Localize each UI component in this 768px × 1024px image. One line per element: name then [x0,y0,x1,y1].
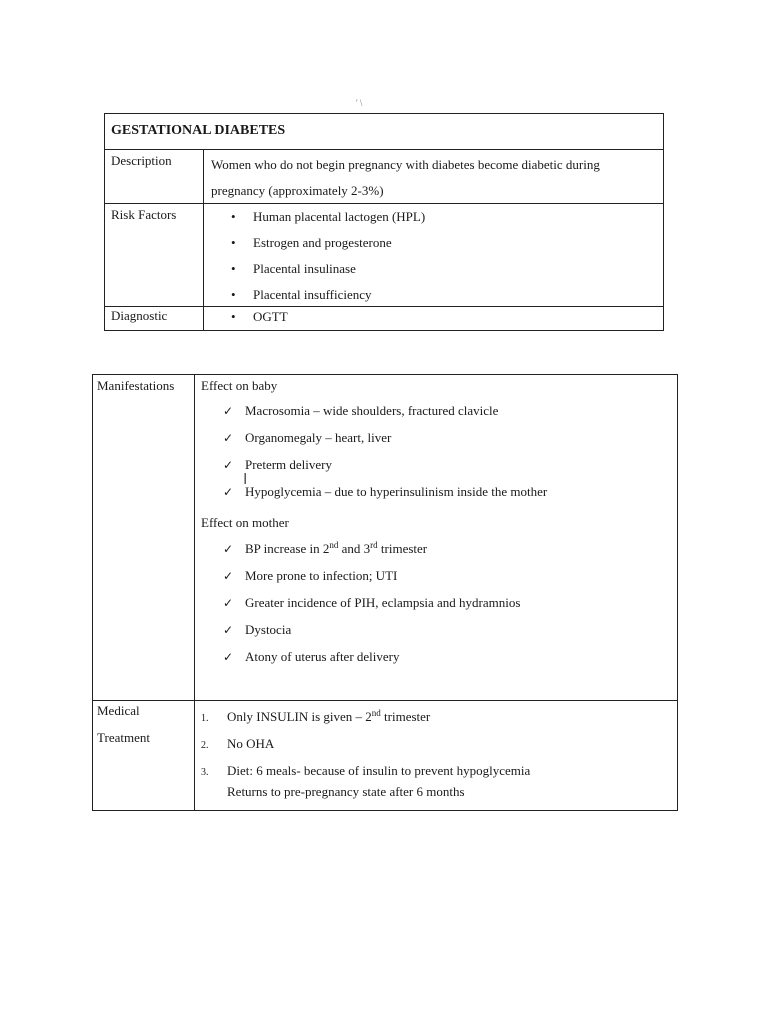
checkmark-icon: ✓ [223,650,234,664]
manifestations-treatment-table [92,374,678,811]
list-item: ✓ Atony of uterus after delivery [223,643,520,670]
checkmark-icon: ✓ [223,431,234,445]
checkmark-icon: ✓ [223,623,234,637]
bullet-icon: • [231,209,236,224]
risk-factors-list [211,204,425,308]
list-item: 2. No OHA [201,736,275,751]
table-title: GESTATIONAL DIABETES [111,123,286,138]
diagnostic-list [211,304,288,330]
stray-mark: ' \ [356,98,363,108]
checkmark-icon: ✓ [223,569,234,583]
medical-label: Medical [97,703,140,718]
baby-effects-heading: Effect on baby [201,378,278,393]
list-item: ✓ Dystocia [223,616,520,643]
list-item: ✓ Preterm delivery [223,451,547,478]
checkmark-icon: ✓ [223,404,234,418]
gestational-diabetes-table [104,113,664,331]
description-text: Women who do not begin pregnancy with diabetes become diabetic during pregnancy (approximately 2-3%) [211,157,600,198]
risk-factors-row [105,204,663,307]
list-item: • Estrogen and progesterone [211,230,425,256]
list-item: ✓ Hypoglycemia – due to hyperinsulinism inside the mother [223,478,547,505]
diagnostic-label: Diagnostic [111,308,168,323]
mother-effects-heading: Effect on mother [201,515,289,530]
description-row [105,150,663,204]
list-item: ✓ Macrosomia – wide shoulders, fractured clavicle [223,397,547,424]
description-label: Description [111,153,172,168]
returns-text: Returns to pre-pregnancy state after 6 months [227,784,465,799]
list-item: ✓ Greater incidence of PIH, eclampsia and hydramnios [223,589,520,616]
bullet-icon: • [231,309,236,324]
diagnostic-row [105,307,663,330]
list-item: ✓ More prone to infection; UTI [223,562,520,589]
list-item: • Human placental lactogen (HPL) [211,204,425,230]
checkmark-icon: ✓ [223,542,234,556]
treatment-label: Treatment [97,730,150,745]
treatment-list [201,703,530,784]
list-item: 3. Diet: 6 meals- because of insulin to prevent hypoglycemia [201,763,531,778]
column-divider [194,375,195,810]
checkmark-icon: ✓ [223,485,234,499]
bullet-icon: • [231,235,236,250]
risk-factors-label: Risk Factors [111,207,177,222]
text-cursor-icon: I [243,470,248,488]
bullet-icon: • [231,287,236,302]
list-item: • Placental insulinase [211,256,425,282]
row-divider [93,700,677,701]
list-item: • Placental insufficiency [211,282,425,308]
baby-effects-list [223,397,547,505]
list-item: ✓ BP increase in 2nd and 3rd trimester [223,535,520,562]
bullet-icon: • [231,261,236,276]
manifestations-label: Manifestations [97,378,175,393]
checkmark-icon: ✓ [223,596,234,610]
list-item: ✓ Organomegaly – heart, liver [223,424,547,451]
checkmark-icon: ✓ [223,458,234,472]
mother-effects-list [223,535,520,670]
table-title-row [105,114,663,150]
list-item: 1. Only INSULIN is given – 2nd trimester [201,708,431,724]
list-item: • OGTT [211,304,288,330]
